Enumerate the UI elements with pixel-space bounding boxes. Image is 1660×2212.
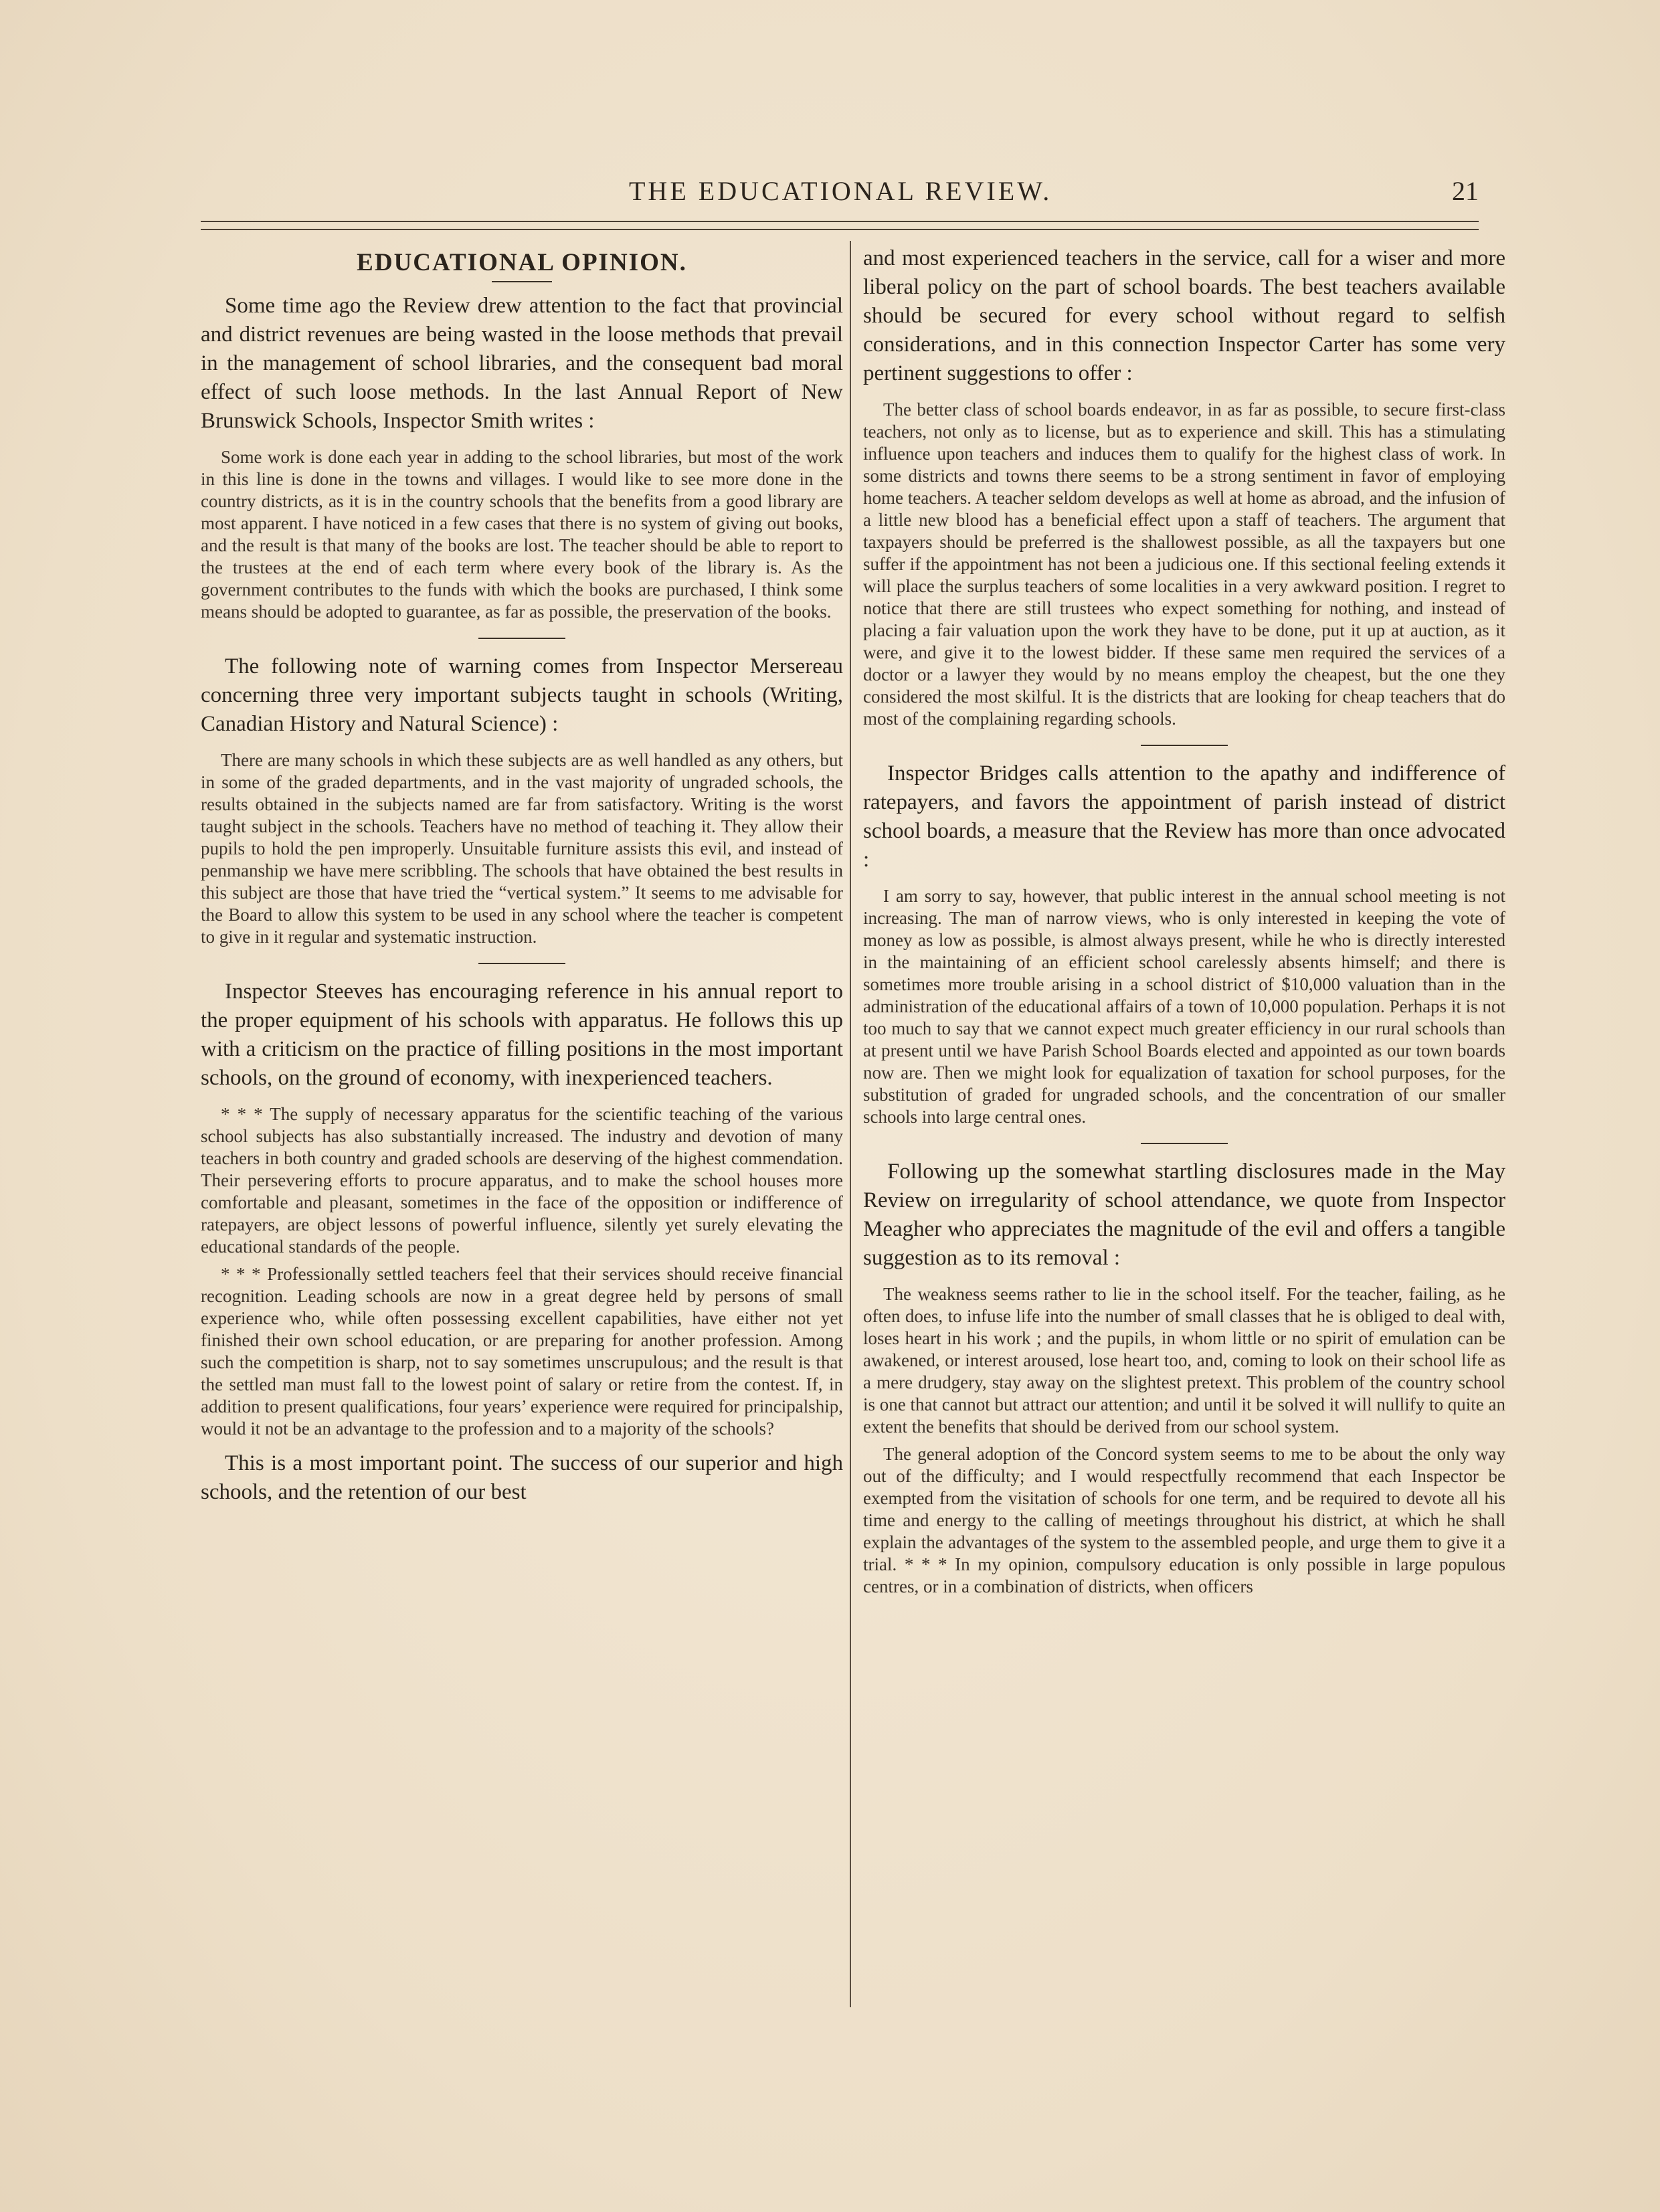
quote-inspector-meagher-weakness: The weakness seems rather to lie in the school itself. For the teacher, failing, as he often does, to infuse life into the number of small classes that he is obliged to deal with, loses heart in his work ; and the pupils, in whom little or no spirit of emulation can be awakened, or interest aroused, lose heart too, and, coming to look on their school life as a mere drudgery, stay away on the slightest pretext. This problem of the country school is one that cannot but attract our attention; and until it be solved it will nullify to quite an extent the benefits that should be derived from our school system. (863, 1284, 1505, 1437)
heading-dash (492, 281, 552, 282)
quote-inspector-carter: The better class of school boards endeavor, in as far as possible, to secure first-class teachers, not only as to license, but as to experience and skill. This has a stimulating influence upon teachers and induces them to qualify for the highest class of work. In some districts and towns there seems to be a strong sentiment in favor of employing home teachers. A teacher seldom develops as well at home as abroad, and the infusion of a little new blood has a beneficial effect upon a staff of teachers. The argument that taxpayers should be preferred is the shallowest possible, as all the taxpayers but one suffer if the appointment has not been a judicious one. If this sectional feeling extends it will place the surplus teachers of some localities in a very awkward position. I regret to notice that there are still trustees who expect something for nothing, and instead of placing a fair valuation upon the work they have to be done, put it up at auction, as it were, and give it to the lowest bidder. If these same men required the services of a doctor or a lawyer they would by no means employ the cheapest, but the one they considered the most skilful. It is the districts that are looking for cheap teachers that do most of the complaining regarding schools. (863, 399, 1505, 729)
left-column (201, 244, 843, 1997)
quote-inspector-bridges: I am sorry to say, however, that public interest in the annual school meeting is not increasing. The man of narrow views, who is only interested in keeping the vote of money as low as possible, is almost always present, while he who is directly interested in the maintaining of an efficient school carelessly absents himself; and there is sometimes more trouble arising in a school district of $10,000 valuation than in the administration of the educational affairs of a town of 10,000 population. Perhaps it is not too much to say that we cannot expect much greater efficiency in our rural schools than at present until we have Parish School Boards elected and appointed as our town boards now are. Then we might look for equalization of taxation for school purposes, for the substitution of graded for ungraded schools, and the concentration of our smaller schools into large central ones. (863, 886, 1505, 1127)
paragraph-meagher: Following up the somewhat startling disclosures made in the May Review on irregularity of school attendance, we quote from Inspector Meagher who appreciates the magnitude of the evil and offers a tangible suggestion as to its removal : (863, 1160, 1505, 1270)
quote-inspector-steeves-apparatus: * * * The supply of necessary apparatus for the scientific teaching of the various school subjects has also substantially increased. The industry and devotion of many teachers in both country and graded schools are deserving of the highest commendation. Their persevering efforts to procure apparatus, and to make the school houses more comfortable and pleasant, sometimes in the face of the opposition or indifference of ratepayers, are object lessons of powerful influence, silently yet surely elevating the educational standards of the people. (201, 1104, 843, 1257)
paragraph-continued: and most experienced teachers in the service, call for a wiser and more liberal policy on the part of school boards. The best teachers available should be secured for every school without regard to selfish considerations, and in this connection Inspector Carter has some very pertinent suggestions to offer : (863, 246, 1505, 385)
separator-rule (478, 638, 565, 639)
separator-rule (478, 963, 565, 964)
separator-rule (1141, 745, 1228, 746)
page-number: 21 (1452, 176, 1479, 206)
section-heading: EDUCATIONAL OPINION. (357, 249, 687, 276)
quote-inspector-mersereau: There are many schools in which these subjects are as well handled as any others, but in some of the graded departments, and in the vast majority of ungraded schools, the results obtained in the subjects named are far from satisfactory. Writing is the worst taught subject in the schools. Teachers have no method of teaching it. They allow their pupils to hold the pen improperly. Unsuitable furniture assists this evil, and instead of penmanship we have mere scribbling. The schools that have obtained the best results in this subject are those that have tried the “vertical system.” It seems to me advisable for the Board to allow this system to be used in any school where the teacher is competent to give in it regular and systematic instruction. (201, 750, 843, 947)
running-title: THE EDUCATIONAL REVIEW. (629, 176, 1052, 206)
paragraph-library: Some time ago the Review drew attention to the fact that provincial and district revenues are being wasted in the loose methods that prevail in the management of school libraries, and the consequent bad moral effect of such loose methods. In the last Annual Report of New Brunswick Schools, Inspector Smith writes : (201, 294, 843, 433)
right-column (863, 244, 1505, 1997)
paragraph-steeves: Inspector Steeves has encouraging reference in his annual report to the proper equipment of his schools with apparatus. He follows this up with a criticism on the practice of filling positions in the most important schools, on the ground of economy, with inexperienced teachers. (201, 980, 843, 1090)
quote-inspector-steeves-teachers: * * * Professionally settled teachers feel that their services should receive financial recognition. Leading schools are now in a great degree held by persons of small experience who, while often possessing excellent capabilities, have either not yet finished their own school education, or are preparing for another profession. Among such the competition is sharp, not to say sometimes unscrupulous; and the result is that the settled man must fall to the lowest point of salary or retire from the contest. If, in addition to present qualifications, four years’ experience were required for principalship, would it not be an advantage to the profession and to a majority of the schools? (201, 1264, 843, 1439)
quote-inspector-smith: Some work is done each year in adding to the school libraries, but most of the work in this line is done in the towns and villages. I would like to see more done in the country districts, as it is in the country schools that the benefits from a good library are most apparent. I have noticed in a few cases that there is no system of giving out books, and the result is that many of the books are lost. The teacher should be able to report to the trustees at the end of each term where every book of the library is. As the government contributes to the funds with which the books are purchased, I think some means should be adopted to guarantee, as far as possible, the preservation of the books. (201, 447, 843, 622)
paragraph-important-point: This is a most important point. The success of our superior and high schools, and the retention of our best (201, 1451, 843, 1504)
paragraph-mersereau: The following note of warning comes from Inspector Mersereau concerning three very important subjects taught in schools (Writing, Canadian History and Natural Science) : (201, 654, 843, 736)
header-double-rule (201, 221, 1479, 230)
separator-rule (1141, 1143, 1228, 1144)
paragraph-bridges: Inspector Bridges calls attention to the apathy and indifference of ratepayers, and favors the appointment of parish instead of district school boards, a measure that the Review has more than once advocated : (863, 761, 1505, 872)
quote-inspector-meagher-concord: The general adoption of the Concord system seems to me to be about the only way out of the difficulty; and I would respectfully recommend that each Inspector be exempted from the visitation of schools for one term, and be required to devote all his time and energy to the calling of meetings throughout his district, at which he shall explain the advantages of the system to the assembled people, and urge them to give it a trial. * * * In my opinion, compulsory education is only possible in large populous centres, or in a combination of districts, when officers (863, 1444, 1505, 1596)
page-header (201, 175, 1479, 215)
column-divider (850, 241, 851, 2007)
